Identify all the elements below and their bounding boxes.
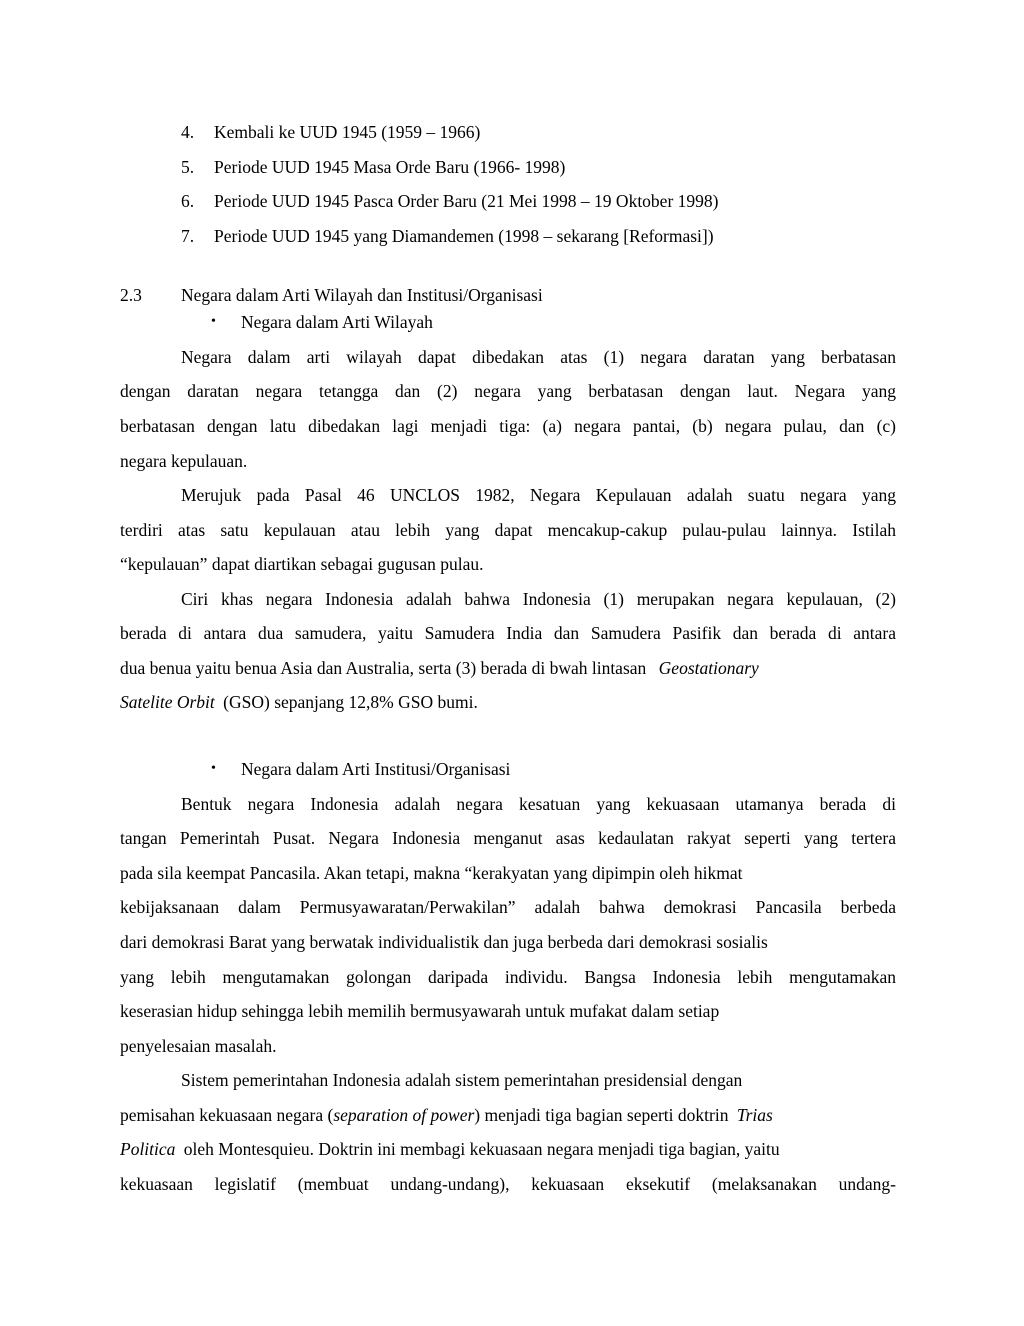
list-item-text: Kembali ke UUD 1945 (1959 – 1966) xyxy=(214,122,481,142)
list-item-text: Periode UUD 1945 yang Diamandemen (1998 – sekarang [Reformasi]) xyxy=(214,226,714,246)
list-number: 6. xyxy=(181,191,195,211)
paragraph-line: penyelesaian masalah. xyxy=(120,1036,277,1056)
italic-term: Geostationary xyxy=(658,658,759,678)
paragraph-line: negara kepulauan. xyxy=(120,451,248,471)
section-title: Negara dalam Arti Wilayah dan Institusi/Organisasi xyxy=(181,285,543,305)
paragraph-line xyxy=(120,1138,780,1160)
paragraph-line: tangan Pemerintah Pusat. Negara Indonesia menganut asas kedaulatan rakyat seperti yang tertera xyxy=(120,828,896,848)
bullet-icon: • xyxy=(211,761,216,776)
paragraph-line: Bentuk negara Indonesia adalah negara kesatuan yang kekuasaan utamanya berada di xyxy=(181,794,896,814)
paragraph-line: dengan daratan negara tetangga dan (2) negara yang berbatasan dengan laut. Negara yang xyxy=(120,381,896,401)
paragraph-line: dari demokrasi Barat yang berwatak individualistik dan juga berbeda dari demokrasi sosialis xyxy=(120,932,768,952)
paragraph-line: “kepulauan” dapat diartikan sebagai gugusan pulau. xyxy=(120,554,484,574)
text-run: (GSO) sepanjang 12,8% GSO bumi. xyxy=(223,692,478,712)
paragraph-line: Negara dalam arti wilayah dapat dibedakan atas (1) negara daratan yang berbatasan xyxy=(181,347,896,367)
paragraph-line: Merujuk pada Pasal 46 UNCLOS 1982, Negara Kepulauan adalah suatu negara yang xyxy=(181,485,896,505)
list-number: 5. xyxy=(181,157,195,177)
paragraph-line xyxy=(120,657,759,679)
italic-term: Satelite Orbit xyxy=(120,692,215,712)
list-number: 7. xyxy=(181,226,195,246)
text-run: pemisahan kekuasaan negara ( xyxy=(120,1105,334,1125)
list-item-text: Periode UUD 1945 Pasca Order Baru (21 Mei 1998 – 19 Oktober 1998) xyxy=(214,191,719,211)
paragraph-line: berada di antara dua samudera, yaitu Samudera India dan Samudera Pasifik dan berada di antara xyxy=(120,623,896,643)
text-run: dua benua yaitu benua Asia dan Australia, serta (3) berada di bwah lintasan xyxy=(120,658,647,678)
paragraph-line: kekuasaan legislatif (membuat undang-undang), kekuasaan eksekutif (melaksanakan undang- xyxy=(120,1174,896,1194)
paragraph-line: terdiri atas satu kepulauan atau lebih yang dapat mencakup-cakup pulau-pulau lainnya. Istilah xyxy=(120,520,896,540)
section-number: 2.3 xyxy=(120,285,142,305)
italic-term: Politica xyxy=(120,1139,176,1159)
bullet-icon: • xyxy=(211,314,216,329)
paragraph-line: kebijaksanaan dalam Permusyawaratan/Perwakilan” adalah bahwa demokrasi Pancasila berbeda xyxy=(120,897,896,917)
text-run: oleh Montesquieu. Doktrin ini membagi kekuasaan negara menjadi tiga bagian, yaitu xyxy=(183,1139,780,1159)
list-number: 4. xyxy=(181,122,195,142)
subsection-heading: Negara dalam Arti Institusi/Organisasi xyxy=(241,759,511,779)
paragraph-line xyxy=(120,691,478,713)
paragraph-line: yang lebih mengutamakan golongan daripada individu. Bangsa Indonesia lebih mengutamakan xyxy=(120,967,896,987)
text-run: ) menjadi tiga bagian seperti doktrin xyxy=(474,1105,729,1125)
subsection-heading: Negara dalam Arti Wilayah xyxy=(241,312,433,332)
italic-term: Trias xyxy=(736,1105,773,1125)
list-item-text: Periode UUD 1945 Masa Orde Baru (1966- 1998) xyxy=(214,157,566,177)
paragraph-line: berbatasan dengan latu dibedakan lagi menjadi tiga: (a) negara pantai, (b) negara pulau, dan (c) xyxy=(120,416,896,436)
paragraph-line: pada sila keempat Pancasila. Akan tetapi, makna “kerakyatan yang dipimpin oleh hikmat xyxy=(120,863,743,883)
italic-term: separation of power xyxy=(333,1105,475,1125)
paragraph-line: keserasian hidup sehingga lebih memilih bermusyawarah untuk mufakat dalam setiap xyxy=(120,1001,720,1021)
paragraph-line xyxy=(120,1104,773,1126)
paragraph-line: Sistem pemerintahan Indonesia adalah sistem pemerintahan presidensial dengan xyxy=(181,1070,743,1090)
paragraph-line: Ciri khas negara Indonesia adalah bahwa Indonesia (1) merupakan negara kepulauan, (2) xyxy=(181,589,896,609)
